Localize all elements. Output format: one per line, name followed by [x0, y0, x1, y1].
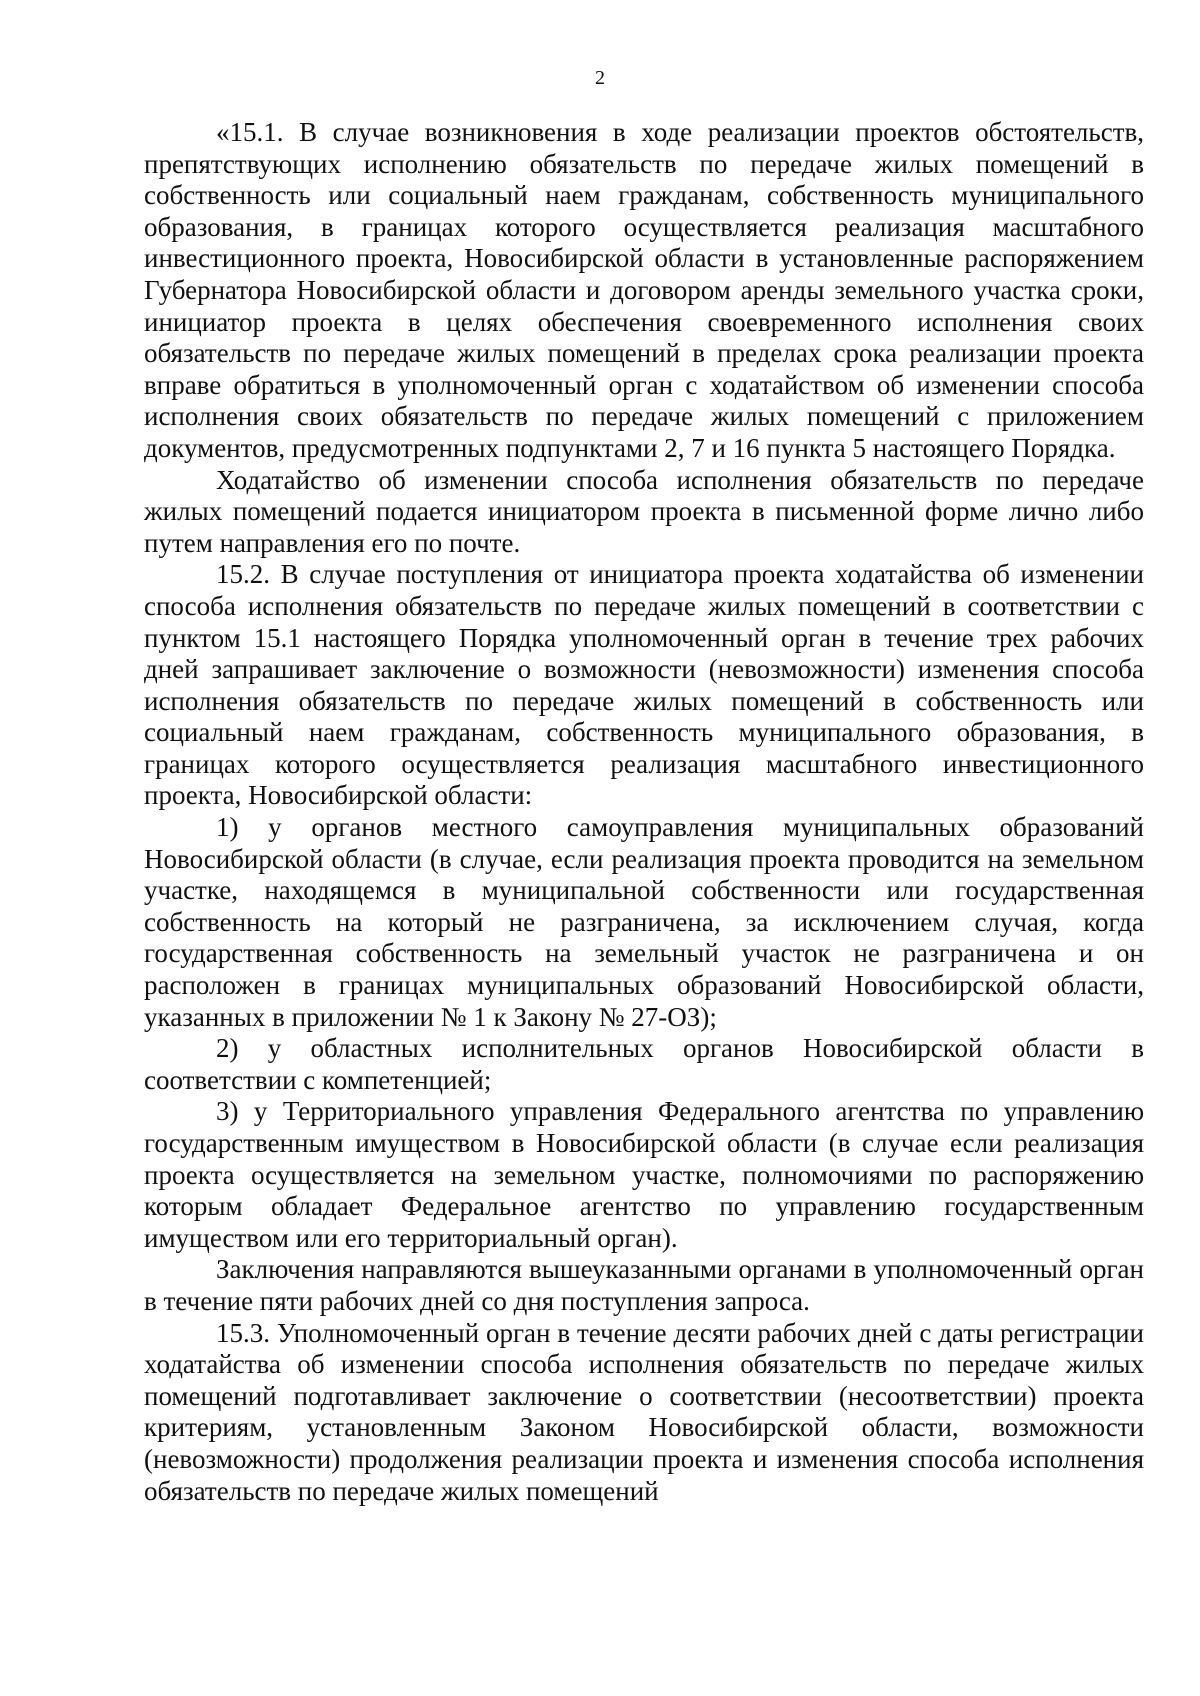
paragraph-15-2: 15.2. В случае поступления от инициатора проекта ходатайства об изменении способа исполнения обязательств по передаче жилых помещений в соответствии с пунктом 15.1 настоящего Порядка уполномоченный орган в течение трех рабочих дней запрашивает заключение о возможности (невозможности) изменения способа исполнения обязательств по передаче жилых помещений в собственность или социальный наем гражданам, собственность муниципального образования, в границах которого осуществляется реализация масштабного инвестиционного проекта, Новосибирской области: [144, 559, 1144, 811]
page-number: 2 [595, 67, 605, 89]
list-item-2: 2) у областных исполнительных органов Новосибирской области в соответствии с компетенцией; [144, 1033, 1144, 1095]
document-body [144, 117, 1144, 1507]
paragraph-15-3: 15.3. Уполномоченный орган в течение десяти рабочих дней с даты регистрации ходатайства об изменении способа исполнения обязательств по передаче жилых помещений подготавливает заключение о соответствии (несоответствии) проекта критериям, установленным Законом Новосибирской области, возможности (невозможности) продолжения реализации проекта и изменения способа исполнения обязательств по передаче жилых помещений [144, 1317, 1144, 1506]
paragraph-petition: Ходатайство об изменении способа исполнения обязательств по передаче жилых помещений подается инициатором проекта в письменной форме лично либо путем направления его по почте. [144, 464, 1144, 558]
list-item-1: 1) у органов местного самоуправления муниципальных образований Новосибирской области (в случае, если реализация проекта проводится на земельном участке, находящемся в муниципальной собственности или государственная собственность на который не разграничена, за исключением случая, когда государственная собственность на земельный участок не разграничена и он расположен в границах муниципальных образований Новосибирской области, указанных в приложении № 1 к Закону № 27-ОЗ); [144, 812, 1144, 1032]
paragraph-conclusions: Заключения направляются вышеуказанными органами в уполномоченный орган в течение пяти рабочих дней со дня поступления запроса. [144, 1254, 1144, 1316]
paragraph-15-1: «15.1. В случае возникновения в ходе реализации проектов обстоятельств, препятствующих исполнению обязательств по передаче жилых помещений в собственность или социальный наем гражданам, собственность муниципального образования, в границах которого осуществляется реализация масштабного инвестиционного проекта, Новосибирской области в установленные распоряжением Губернатора Новосибирской области и договором аренды земельного участка сроки, инициатор проекта в целях обеспечения своевременного исполнения своих обязательств по передаче жилых помещений в пределах срока реализации проекта вправе обратиться в уполномоченный орган с ходатайством об изменении способа исполнения своих обязательств по передаче жилых помещений с приложением документов, предусмотренных подпунктами 2, 7 и 16 пункта 5 настоящего Порядка. [144, 117, 1144, 463]
list-item-3: 3) у Территориального управления Федерального агентства по управлению государственным имуществом в Новосибирской области (в случае если реализация проекта осуществляется на земельном участке, полномочиями по распоряжению которым обладает Федеральное агентство по управлению государственным имуществом или его территориальный орган). [144, 1096, 1144, 1253]
